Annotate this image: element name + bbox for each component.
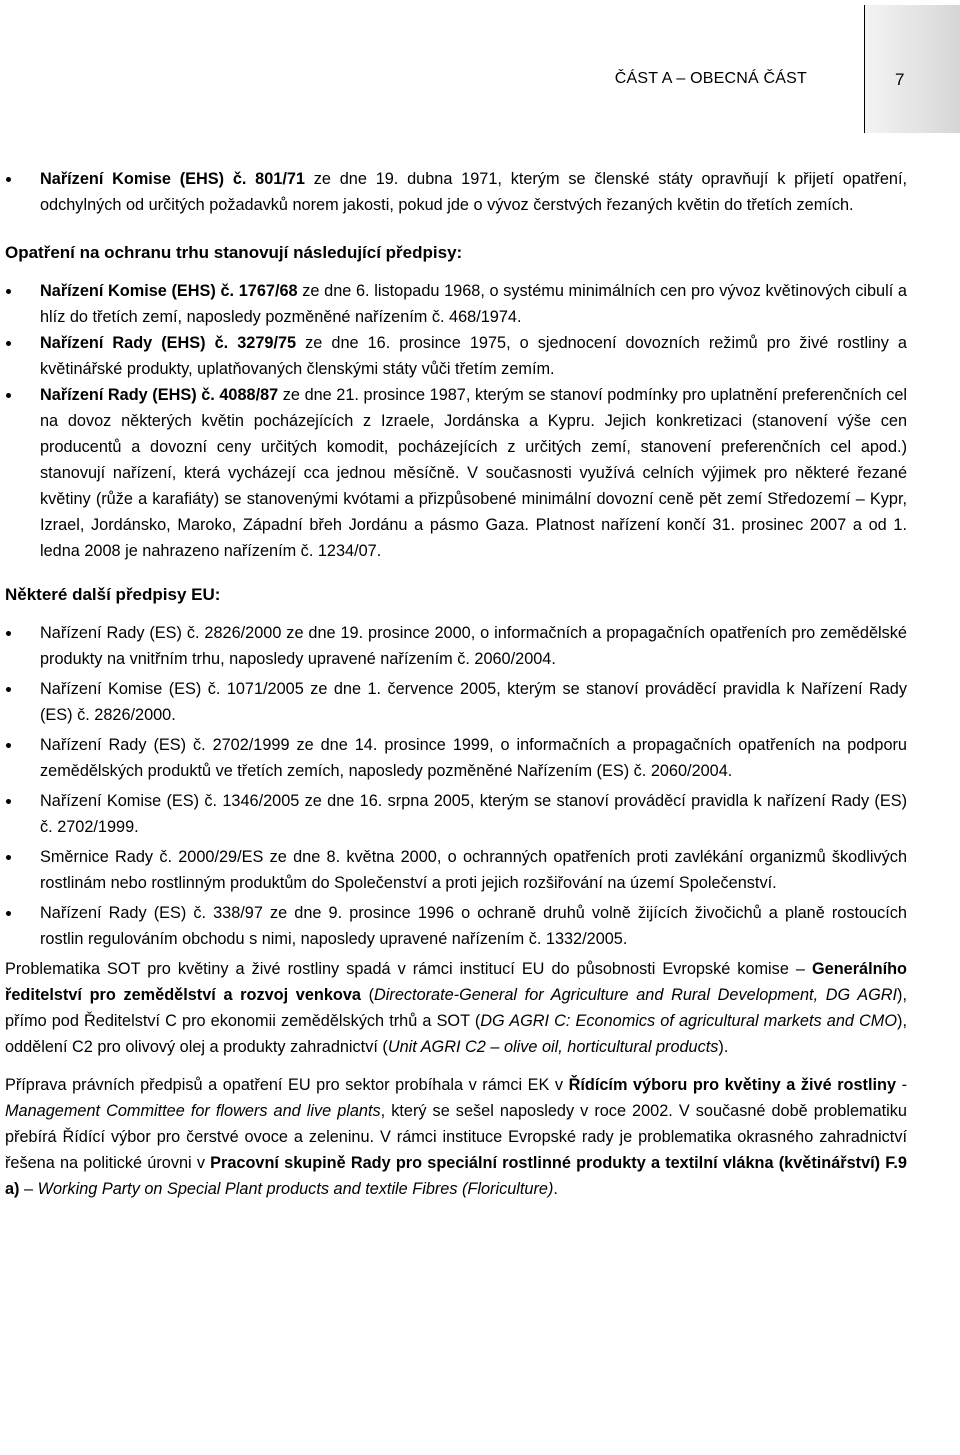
list-item (5, 382, 907, 564)
text-run: ). (718, 1038, 729, 1056)
text-run: - (896, 1076, 907, 1094)
regulation-title: Nařízení Rady (EHS) č. 3279/75 (40, 334, 297, 352)
regulation-text: ze dne 21. prosince 1987, kterým se stanoví podmínky pro uplatnění preferenčních cel na dovoz některých květin pocházejících z Izraele, Jordánska a Kypru. Jejich konkretizaci (stanovení výše cen producentů a dovozní ceny určitých komodit, pocházejících z určitých zemí, stanovení preferenčních cel apod.) stanovují nařízení, která vycházejí cca jednou měsíčně. V současnosti využívá celních výjimek pro některé řezané květiny (růže a karafiáty) se stanovenými kvótami a přizpůsobené minimální dovozní ceně pět zemí Středozemí – Kypr, Izrael, Jordánsko, Maroko, Západní břeh Jordánu a pásmo Gaza. Platnost nařízení končí 31. prosinec 2007 a od 1. ledna 2008 je nahrazeno nařízením č. 1234/07. (40, 386, 908, 560)
text-run: , který se sešel naposledy v roce 2002. V současné době problematiku přebírá Řídící výbor pro čerstvé ovoce a zeleninu. V rámci instituce Evropské rady je problematika okrasného zahradnictví řešena na politické úrovni v (5, 1102, 907, 1172)
text-run: ), oddělení C2 pro olivový olej a produkty zahradnictví ( (5, 1012, 907, 1056)
list-item: Nařízení Rady (ES) č. 338/97 ze dne 9. prosince 1996 o ochraně druhů volně žijících živočichů a planě rostoucích rostlin regulováním obchodu s nimi, naposledy upravené nařízením č. 1332/2005. (5, 900, 907, 952)
list-item: Nařízení Komise (ES) č. 1071/2005 ze dne 1. července 2005, kterým se stanoví prováděcí pravidla k Nařízení Rady (ES) č. 2826/2000. (5, 676, 907, 728)
regulation-text: ze dne 6. listopadu 1968, o systému minimálních cen pro vývoz květinových cibulí a hlíz do třetích zemí, naposledy pozměněné nařízením č. 468/1974. (40, 282, 907, 326)
text-run: Problematika SOT pro květiny a živé rostliny spadá v rámci institucí EU do působnosti Evropské komise – (5, 960, 812, 978)
list-item (5, 278, 907, 330)
page-header (0, 0, 960, 134)
italic-run: Directorate-General for Agriculture and Rural Development, DG AGRI (374, 986, 898, 1004)
text-run: . (553, 1180, 558, 1198)
list-item (5, 166, 907, 218)
market-regulation-list (5, 278, 907, 564)
bold-run: Řídícím výboru pro květiny a živé rostliny (568, 1076, 897, 1094)
bold-run: Pracovní skupině Rady pro speciální rostlinné produkty a textilní vlákna (květinářství) F.9 a) (5, 1154, 907, 1198)
other-heading: Některé další předpisy EU: (5, 585, 221, 604)
italic-run: Working Party on Special Plant products and textile Fibres (Floriculture) (37, 1180, 554, 1198)
italic-run: Management Committee for flowers and live plants (5, 1102, 381, 1120)
text-run: Příprava právních předpisů a opatření EU pro sektor probíhala v rámci EK v (5, 1076, 569, 1094)
list-item: Směrnice Rady č. 2000/29/ES ze dne 8. května 2000, o ochranných opatřeních proti zavlékání organizmů škodlivých rostlinám nebo rostlinným produktům do Společenství a proti jejich rozšiřování na území Společenství. (5, 844, 907, 896)
header-title: ČÁST A – OBECNÁ ČÁST (614, 70, 807, 87)
header-corner-box (865, 5, 960, 133)
list-item: Nařízení Rady (ES) č. 2826/2000 ze dne 19. prosince 2000, o informačních a propagačních opatřeních pro zemědělské produkty na vnitřním trhu, naposledy upravené nařízením č. 2060/2004. (5, 620, 907, 672)
text-run: ( (360, 986, 375, 1004)
list-item (5, 330, 907, 382)
text-run: ), přímo pod Ředitelství C pro ekonomii zemědělských trhů a SOT ( (5, 986, 907, 1030)
italic-run: DG AGRI C: Economics of agricultural markets and CMO (480, 1012, 898, 1030)
regulation-text: ze dne 16. prosince 1975, o sjednocení dovozních režimů pro živé rostliny a květinářské produkty, uplatňovaných členskými státy vůči třetím zemím. (40, 334, 907, 378)
paragraph-committee (5, 1072, 907, 1202)
regulation-title: Nařízení Komise (EHS) č. 801/71 (40, 170, 305, 188)
page-number: 7 (895, 70, 905, 89)
regulation-title: Nařízení Rady (EHS) č. 4088/87 (40, 386, 279, 404)
list-item: Nařízení Rady (ES) č. 2702/1999 ze dne 14. prosince 1999, o informačních a propagačních opatřeních na podporu zemědělských produktů ve třetích zemích, naposledy pozměněné Nařízením (ES) č. 2060/2004. (5, 732, 907, 784)
first-regulation-list (5, 166, 907, 218)
regulation-title: Nařízení Komise (EHS) č. 1767/68 (40, 282, 298, 300)
other-regulation-list (5, 620, 907, 952)
paragraph-dg-agri (5, 956, 907, 1060)
document-body (5, 166, 907, 1202)
italic-run: Unit AGRI C2 – olive oil, horticultural products (387, 1038, 719, 1056)
market-heading: Opatření na ochranu trhu stanovují následující předpisy: (5, 243, 463, 262)
list-item: Nařízení Komise (ES) č. 1346/2005 ze dne 16. srpna 2005, kterým se stanoví prováděcí pravidla k nařízení Rady (ES) č. 2702/1999. (5, 788, 907, 840)
regulation-text: ze dne 19. dubna 1971, kterým se členské státy opravňují k přijetí opatření, odchylných od určitých požadavků norem jakosti, pokud jde o vývoz čerstvých řezaných květin do třetích zemích. (40, 170, 907, 214)
text-run: – (19, 1180, 38, 1198)
bold-run: Generálního ředitelství pro zemědělství a rozvoj venkova (5, 960, 907, 1004)
